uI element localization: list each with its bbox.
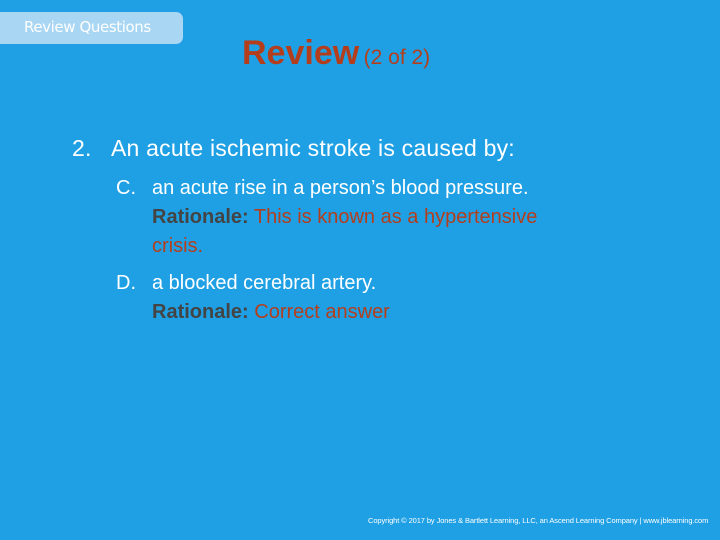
- answer-letter: D.: [116, 272, 136, 294]
- answer-letter: C.: [116, 177, 136, 199]
- slide-title: [242, 34, 430, 73]
- copyright-footer: Copyright © 2017 by Jones & Bartlett Learning, LLC, an Ascend Learning Company | www.jblearning.com: [368, 516, 709, 525]
- rationale-label: Rationale:: [152, 301, 249, 323]
- rationale-text: Correct answer: [254, 301, 390, 323]
- rationale-label: Rationale:: [152, 206, 249, 228]
- rationale-text: This is known as a hypertensive: [253, 206, 538, 228]
- question-text: An acute ischemic stroke is caused by:: [111, 135, 515, 161]
- answer-option-d: [116, 269, 390, 327]
- slide-title-main: Review: [242, 34, 360, 72]
- answer-text: a blocked cerebral artery.: [152, 272, 377, 294]
- rationale-line: [152, 203, 537, 232]
- rationale-text-continued: crisis.: [152, 235, 204, 257]
- question: [72, 135, 515, 162]
- section-tab-label: Review Questions: [24, 18, 151, 36]
- question-number: 2.: [72, 135, 92, 161]
- slide-title-sub: (2 of 2): [363, 46, 431, 69]
- answer-option-c: [116, 174, 537, 261]
- answer-text: an acute rise in a person’s blood pressure.: [152, 177, 529, 199]
- rationale-line: [152, 298, 390, 327]
